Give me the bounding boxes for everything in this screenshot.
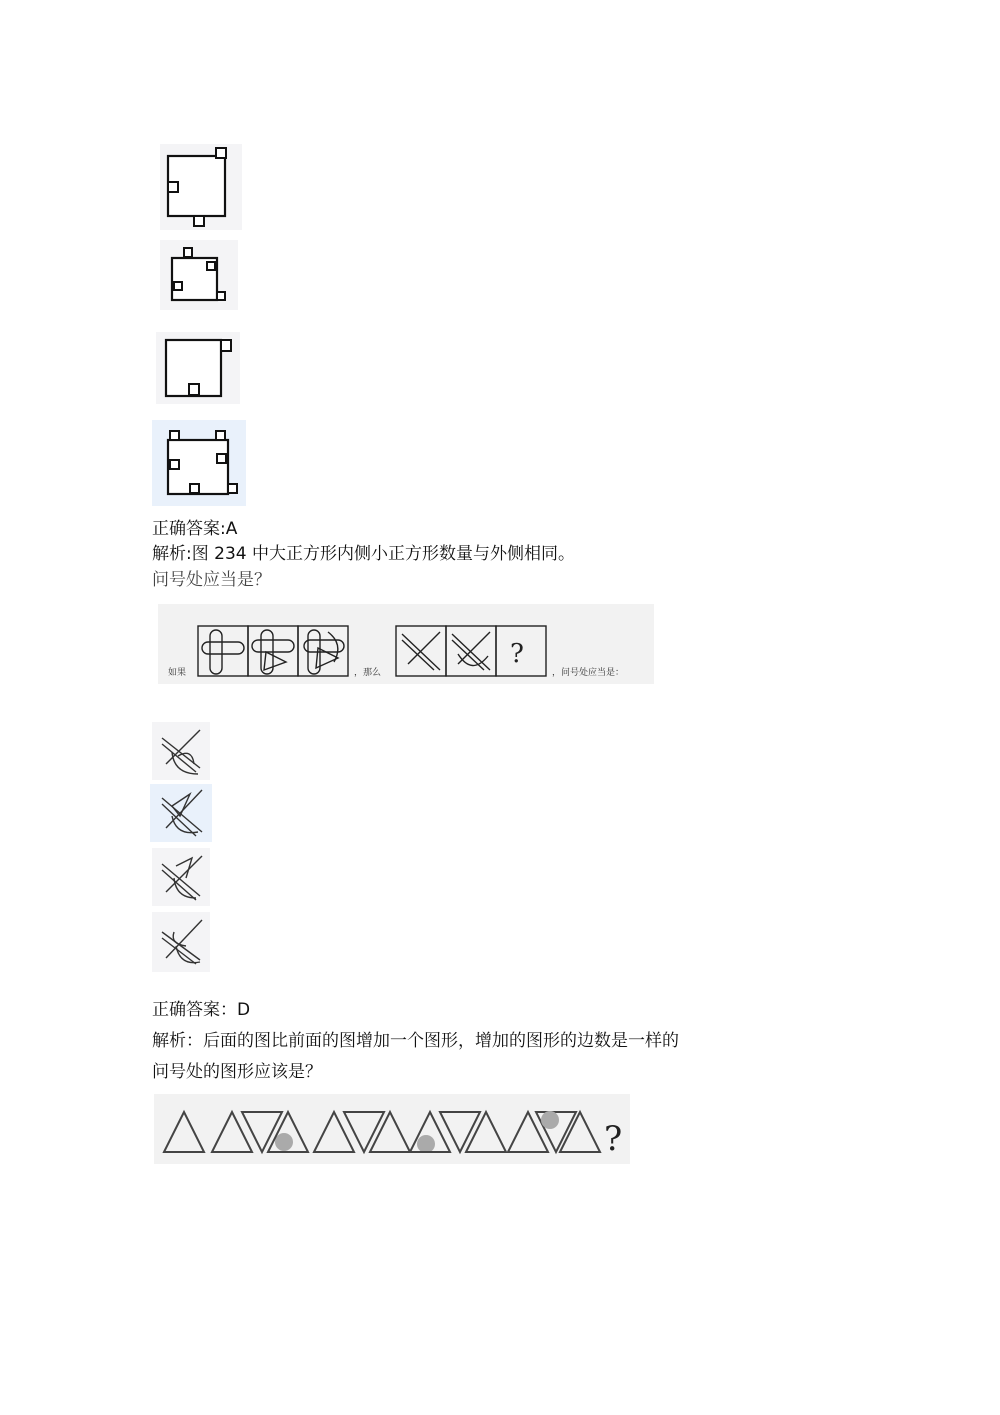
q1-option-b[interactable] — [160, 240, 238, 310]
square-with-notches-icon — [160, 240, 238, 310]
crossed-sticks-arc-icon — [152, 848, 210, 906]
gray-dot — [541, 1111, 559, 1129]
q1-option-a[interactable] — [160, 144, 242, 230]
q2-ask-label: ，问号处应当是： — [552, 668, 625, 678]
gray-dot — [275, 1133, 293, 1151]
crossed-sticks-arc-icon — [152, 912, 210, 972]
q2-option-a[interactable] — [152, 722, 210, 780]
square-with-notches-icon — [160, 144, 242, 230]
q3-sequence-figure — [154, 1094, 630, 1164]
q2-then-label: ，那么 — [354, 668, 382, 678]
q3-question: 问号处的图形应该是？ — [152, 1062, 322, 1082]
gray-dot — [417, 1135, 435, 1153]
q2-analysis-line: 解析：后面的图比前面的图增加一个图形，增加的图形的边数是一样的 — [152, 1031, 679, 1051]
q1-option-c[interactable] — [156, 332, 240, 404]
q2-option-d[interactable] — [152, 912, 210, 972]
square-with-notches-icon — [156, 332, 240, 404]
q1-analysis-line: 解析:图 234 中大正方形内侧小正方形数量与外侧相同。 — [152, 544, 575, 564]
q1-option-d[interactable] — [152, 420, 246, 506]
square-with-notches-icon — [152, 420, 246, 506]
q2-question-figure — [158, 604, 654, 684]
q2-option-c[interactable] — [152, 848, 210, 906]
q2-answer-line: 正确答案：D — [152, 1000, 251, 1020]
q2-if-label: 如果 — [168, 668, 187, 678]
q3-question-mark: ? — [604, 1119, 623, 1159]
q2-option-b[interactable] — [150, 784, 212, 842]
q2-question-mark: ? — [510, 639, 524, 669]
q2-question: 问号处应当是？ — [152, 570, 271, 590]
crossed-sticks-arc-icon — [150, 784, 212, 842]
crossed-sticks-arc-icon — [152, 722, 210, 780]
q1-answer-line: 正确答案:A — [152, 519, 238, 539]
